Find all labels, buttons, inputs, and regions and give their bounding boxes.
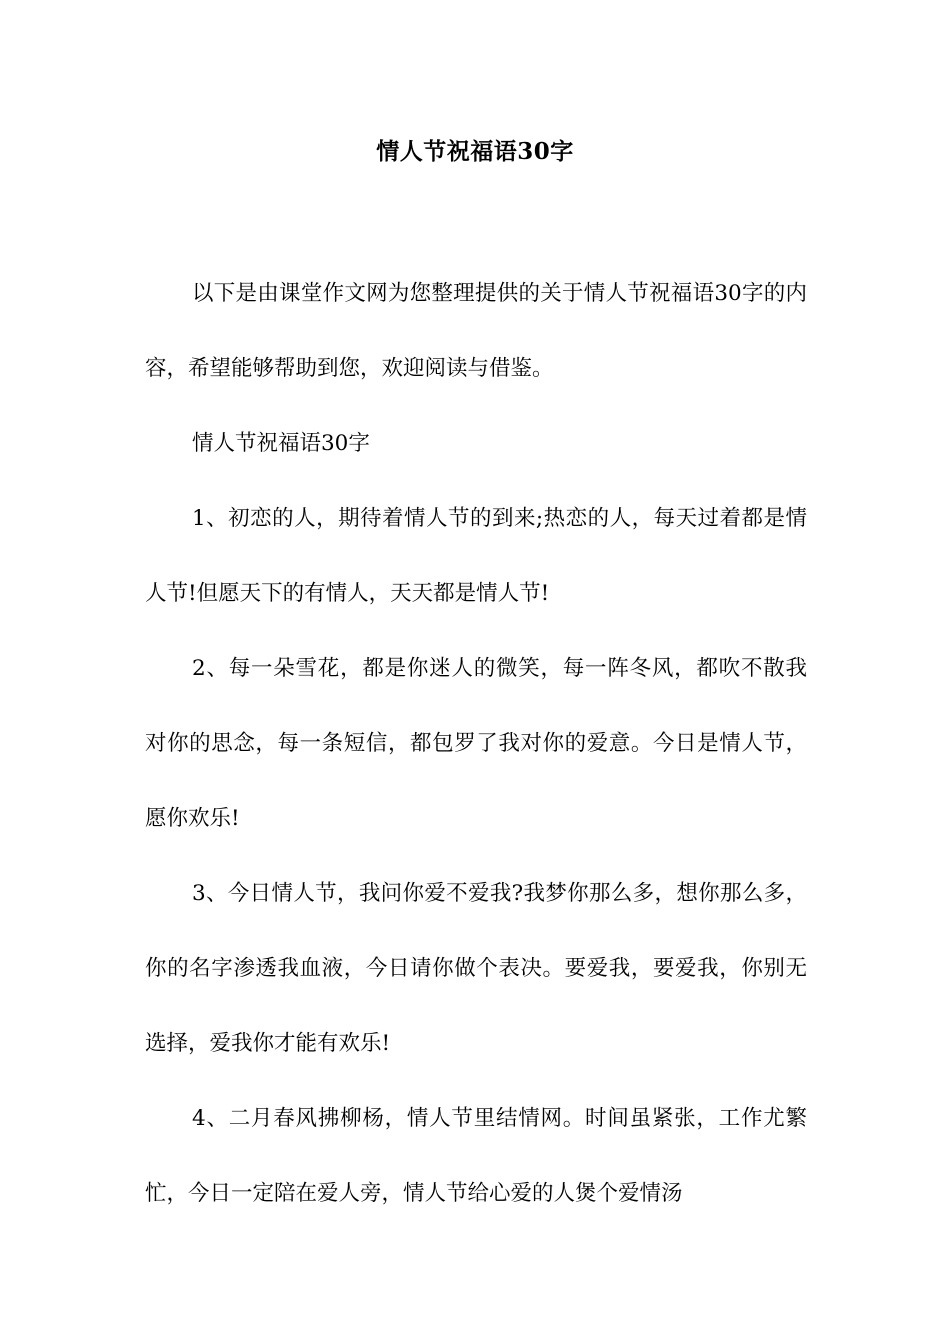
paragraph-subheading: 情人节祝福语30字 <box>192 431 370 456</box>
paragraph-item-1: 1、初恋的人，期待着情人节的到来;热恋的人，每天过着都是情人节!但愿天下的有情人，天天都是情人节! <box>145 506 807 606</box>
paragraph-item-4: 4、二月春风拂柳杨，情人节里结情网。时间虽紧张，工作尤繁忙，今日一定陪在爱人旁，情人节给心爱的人煲个爱情汤 <box>145 1106 807 1206</box>
document-body <box>145 256 807 1231</box>
paragraph-item-2: 2、每一朵雪花，都是你迷人的微笑，每一阵冬风，都吹不散我对你的思念，每一条短信，都包罗了我对你的爱意。今日是情人节，愿你欢乐! <box>145 656 807 831</box>
document-title: 情人节祝福语30字 <box>376 138 574 165</box>
paragraph-item-3: 3、今日情人节，我问你爱不爱我?我梦你那么多，想你那么多，你的名字渗透我血液，今日请你做个表决。要爱我，要爱我，你别无选择，爱我你才能有欢乐! <box>145 881 807 1056</box>
paragraph-intro: 以下是由课堂作文网为您整理提供的关于情人节祝福语30字的内容，希望能够帮助到您，欢迎阅读与借鉴。 <box>145 281 807 381</box>
